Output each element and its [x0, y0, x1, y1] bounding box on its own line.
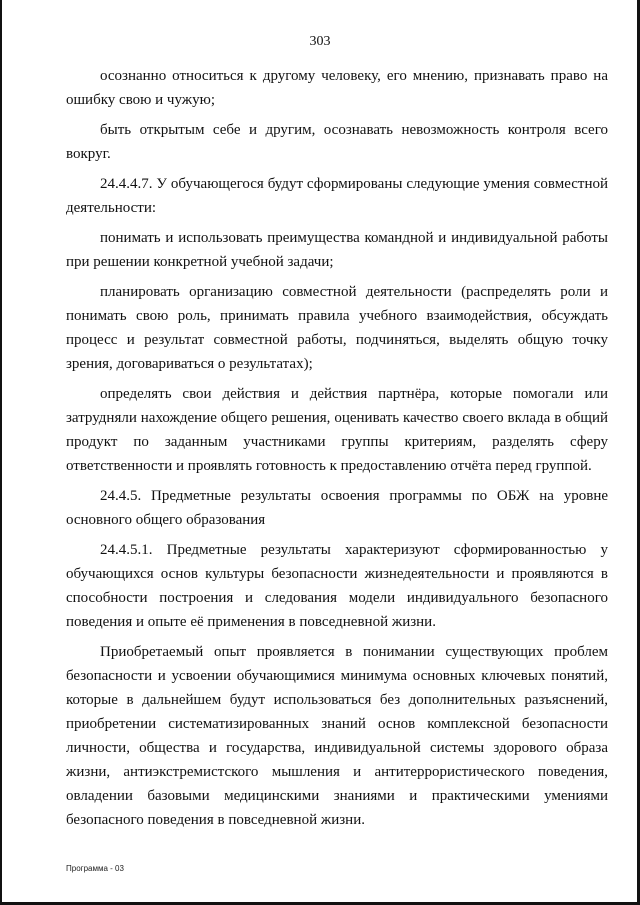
paragraph-acquired-experience: Приобретаемый опыт проявляется в понимании существующих проблем безопасности и усвоении обучающимися минимума основных ключевых понятий, которые в дальнейшем будут использоваться без дополнительных разъяснений, приобретении систематизированных знаний основ комплексной безопасности личности, общества и государства, индивидуальной системы здорового образа жизни, антиэкстремистского мышления и антитеррористического поведения, овладении базовыми медицинскими знаниями и практическими умениями безопасного поведения в повседневной жизни. [66, 644, 608, 828]
page-body [66, 64, 608, 838]
paragraph-openness: быть открытым себе и другим, осознавать невозможность контроля всего вокруг. [66, 122, 608, 162]
paragraph-teamwork: понимать и использовать преимущества командной и индивидуальной работы при решении конкретной учебной задачи; [66, 230, 608, 270]
paragraph-joint-activity-heading: 24.4.4.7. У обучающегося будут сформированы следующие умения совместной деятельности: [66, 176, 608, 216]
paragraph-attitude-to-others: осознанно относиться к другому человеку, его мнению, признавать право на ошибку свою и чужую; [66, 68, 608, 108]
footer-program-label: Программа - 03 [66, 864, 124, 873]
paragraph-planning: планировать организацию совместной деятельности (распределять роли и понимать свою роль, принимать правила учебного взаимодействия, обсуждать процесс и результат совместной работы, подчиняться, выделять общую точку зрения, договариваться о результатах); [66, 284, 608, 372]
paragraph-subject-results-heading: 24.4.5. Предметные результаты освоения программы по ОБЖ на уровне основного общего образования [66, 488, 608, 528]
scan-edge-left [0, 0, 2, 905]
paragraph-evaluation: определять свои действия и действия партнёра, которые помогали или затрудняли нахождение общего решения, оценивать качество своего вклада в общий продукт по заданным участниками группы критериям, разделять сферу ответственности и проявлять готовность к предоставлению отчёта перед группой. [66, 386, 608, 474]
page-number: 303 [309, 34, 331, 49]
paragraph-subject-results: 24.4.5.1. Предметные результаты характеризуют сформированностью у обучающихся основ культуры безопасности жизнедеятельности и проявляются в способности построения и следования модели индивидуального безопасного поведения и опыте её применения в повседневной жизни. [66, 542, 608, 630]
